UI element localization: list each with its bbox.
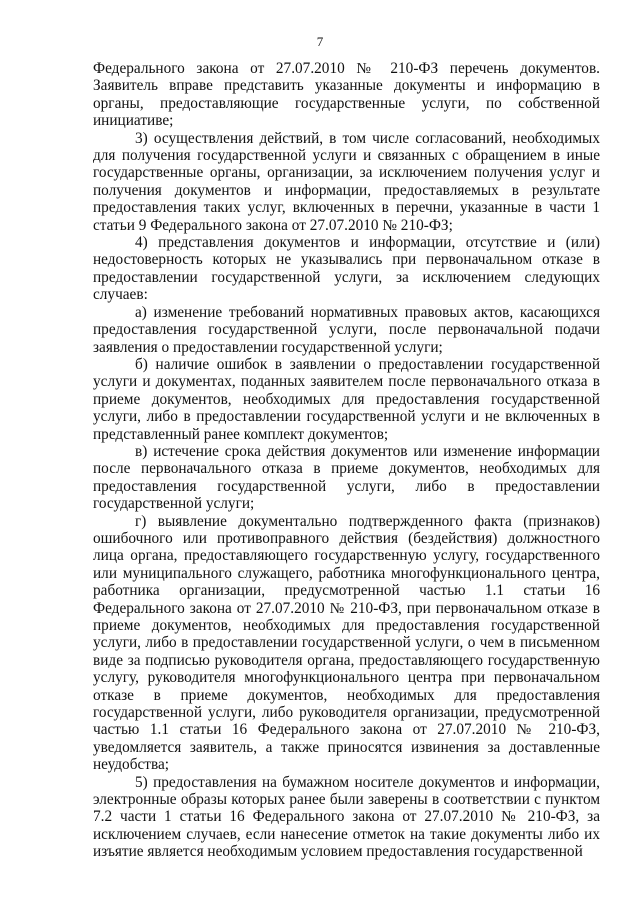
page-number: 7 <box>316 34 324 49</box>
paragraph-item-4: 4) представления документов и информации, отсутствие и (или) недостоверность которых не указывались при первоначальном отказе в предоставлении государственной услуги, за исключением следующих случаев: <box>93 234 600 304</box>
paragraph-subitem-a: а) изменение требований нормативных правовых актов, касающихся предоставления государственной услуги, после первоначальной подачи заявления о предоставлении государственной услуги; <box>93 303 600 356</box>
paragraph-item-3: 3) осуществления действий, в том числе согласований, необходимых для получения государственной услуги и связанных с обращением в иные государственные органы, организации, за исключением получения услуг и получения документов и информации, предоставляемых в результате предоставления таких услуг, включенных в перечни, указанные в части 1 статьи 9 Федерального закона от 27.07.2010 № 210-ФЗ; <box>93 129 600 234</box>
paragraph-continuation: Федерального закона от 27.07.2010 № 210-ФЗ перечень документов. Заявитель вправе представить указанные документы и информацию в органы, предоставляющие государственные услуги, по собственной инициативе; <box>93 60 600 130</box>
paragraph-subitem-g: г) выявление документально подтвержденного факта (признаков) ошибочного или противоправного действия (бездействия) должностного лица органа, предоставляющего государственную услугу, государственного или муниципального служащего, работника многофункционального центра, работника организации, предусмотренной частью 1.1 статьи 16 Федерального закона от 27.07.2010 № 210-ФЗ, при первоначальном отказе в приеме документов, необходимых для предоставления государственной услуги, либо в предоставлении государственной услуги, о чем в письменном виде за подписью руководителя органа, предоставляющего государственную услугу, руководителя многофункционального центра при первоначальном отказе в приеме документов, необходимых для предоставления государственной услуги, либо руководителя организации, предусмотренной частью 1.1 статьи 16 Федерального закона от 27.07.2010 № 210-ФЗ, уведомляется заявитель, а также приносятся извинения за доставленные неудобства; <box>93 512 600 774</box>
paragraph-subitem-b: б) наличие ошибок в заявлении о предоставлении государственной услуги и документах, поданных заявителем после первоначального отказа в приеме документов, необходимых для предоставления государственной услуги, либо в предоставлении государственной услуги и не включенных в представленный ранее комплект документов; <box>93 355 600 443</box>
paragraph-item-5: 5) предоставления на бумажном носителе документов и информации, электронные образы которых ранее были заверены в соответствии с пунктом 7.2 части 1 статьи 16 Федерального закона от 27.07.2010 № 210-ФЗ, за исключением случаев, если нанесение отметок на такие документы либо их изъятие является необходимым условием предоставления государственной <box>93 773 600 861</box>
document-body <box>93 60 600 861</box>
paragraph-subitem-v: в) истечение срока действия документов или изменение информации после первоначального отказа в приеме документов, необходимых для предоставления государственной услуги, либо в предоставлении государственной услуги; <box>93 442 600 513</box>
